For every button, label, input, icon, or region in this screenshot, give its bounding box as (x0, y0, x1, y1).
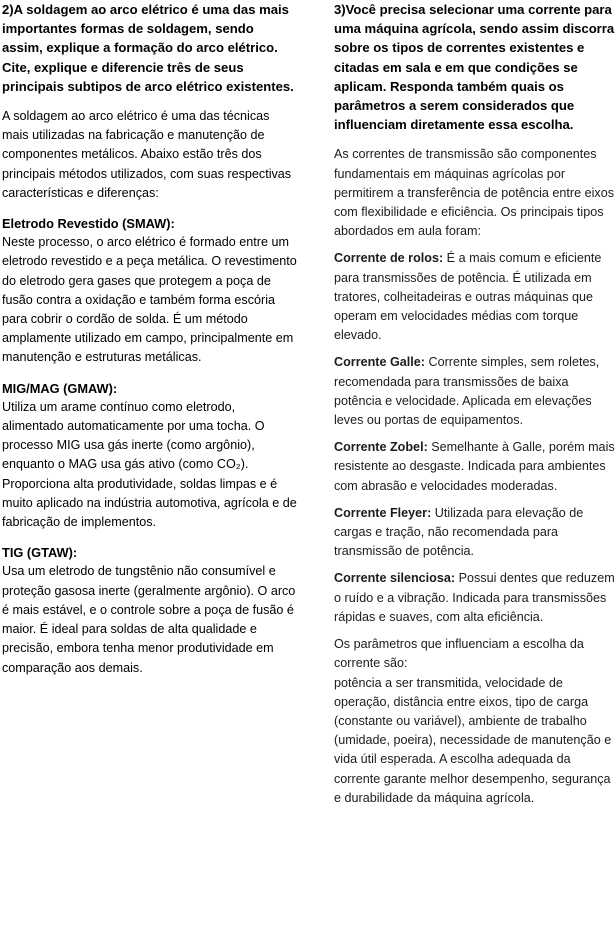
chain-item-zobel (334, 438, 615, 496)
chain-item-galle (334, 353, 615, 430)
chain-description: Utilizada para elevação de cargas e tração, não recomendada para transmissão de potência. (334, 505, 584, 559)
left-column (0, 0, 298, 678)
gmaw-heading: MIG/MAG (GMAW): (2, 380, 118, 396)
gtaw-paragraph: Usa um eletrodo de tungstênio não consumível e proteção gasosa inerte (geralmente argônio). O arco é mais estável, e o controle sobre a poça de fusão é maior. É ideal para soldas de alta qualidade e precisão, embora tenha menor produtividade em comparação aos demais. (2, 564, 296, 675)
params-paragraph: potência a ser transmitida, velocidade de operação, distância entre eixos, tipo de carga (constante ou variável), ambiente de trabalho (umidade, poeira), necessidade de manutenção e vida útil esperada. A escolha adequada da corrente garante melhor desempenho, segurança e durabilidade da máquina agrícola. (334, 675, 612, 805)
smaw-heading: Eletrodo Revestido (SMAW): (2, 216, 175, 232)
chain-term: Corrente Zobel: (334, 440, 428, 455)
chain-description: É a mais comum e eficiente para transmissões de potência. É utilizada em tratores, colheitadeiras e outras máquinas que operam em velocidades médias com torque elevado. (334, 251, 602, 343)
chain-term: Corrente silenciosa: (334, 571, 456, 586)
right-column (334, 0, 615, 808)
chain-item-silent (334, 569, 615, 627)
gtaw-heading: TIG (GTAW): (2, 545, 78, 561)
question-3: 3)Você precisa selecionar uma corrente para uma máquina agrícola, sendo assim discorra sobre os tipos de correntes existentes e citadas em sala e em que condições se aplicam. Responda também quais os parâmetros a serem considerados que influenciam diretamente essa escolha. (334, 2, 615, 133)
gmaw-paragraph: Utiliza um arame contínuo como eletrodo, alimentado automaticamente por uma tocha. O processo MIG usa gás inerte (como argônio), enquanto o MAG usa gás ativo (como CO₂). Proporciona alta produtividade, soldas limpas e é muito aplicado na indústria automotiva, agrícola e de fabricação de implementos. (2, 399, 297, 530)
intro-paragraph: A soldagem ao arco elétrico é uma das técnicas mais utilizadas na fabricação e manutenção de componentes metálicos. Abaixo estão três dos principais métodos utilizados, com suas respectivas características e diferenças: (2, 109, 292, 200)
question-2: 2)A soldagem ao arco elétrico é uma das mais importantes formas de soldagem, sendo assim, explique a formação do arco elétrico. Cite, explique e diferencie três de seus principais subtipos de arco elétrico existentes. (2, 2, 294, 94)
chain-term: Corrente Fleyer: (334, 505, 432, 520)
chain-item-fleyer (334, 504, 615, 562)
params-intro: Os parâmetros que influenciam a escolha da corrente são: (334, 637, 584, 671)
chain-description: Possui dentes que reduzem o ruído e a vibração. Indicada para transmissões rápidas e suaves, com alta eficiência. (334, 571, 615, 624)
chain-description: Corrente simples, sem roletes, recomendada para transmissões de baixa potência e velocidade. Aplicada em elevações leves ou portas de equipamentos. (334, 355, 600, 428)
chain-term: Corrente de rolos: (334, 251, 444, 266)
chains-intro-paragraph: As correntes de transmissão são componentes fundamentais em máquinas agrícolas por permitirem a transferência de potência entre eixos com flexibilidade e eficiência. Os principais tipos abordados em aula foram: (334, 147, 615, 239)
chain-item-roller (334, 249, 615, 345)
chain-term: Corrente Galle: (334, 355, 425, 370)
smaw-paragraph: Neste processo, o arco elétrico é formado entre um eletrodo revestido e a peça metálica. O revestimento do eletrodo gera gases que protegem a poça de fusão contra a oxidação e também forma escória para cobrir o cordão de solda. É um método amplamente utilizado em campo, principalmente em manutenção e estruturas metálicas. (2, 235, 297, 365)
chain-description: Semelhante à Galle, porém mais resistente ao desgaste. Indicada para ambientes com abrasão e velocidades moderadas. (334, 440, 615, 493)
